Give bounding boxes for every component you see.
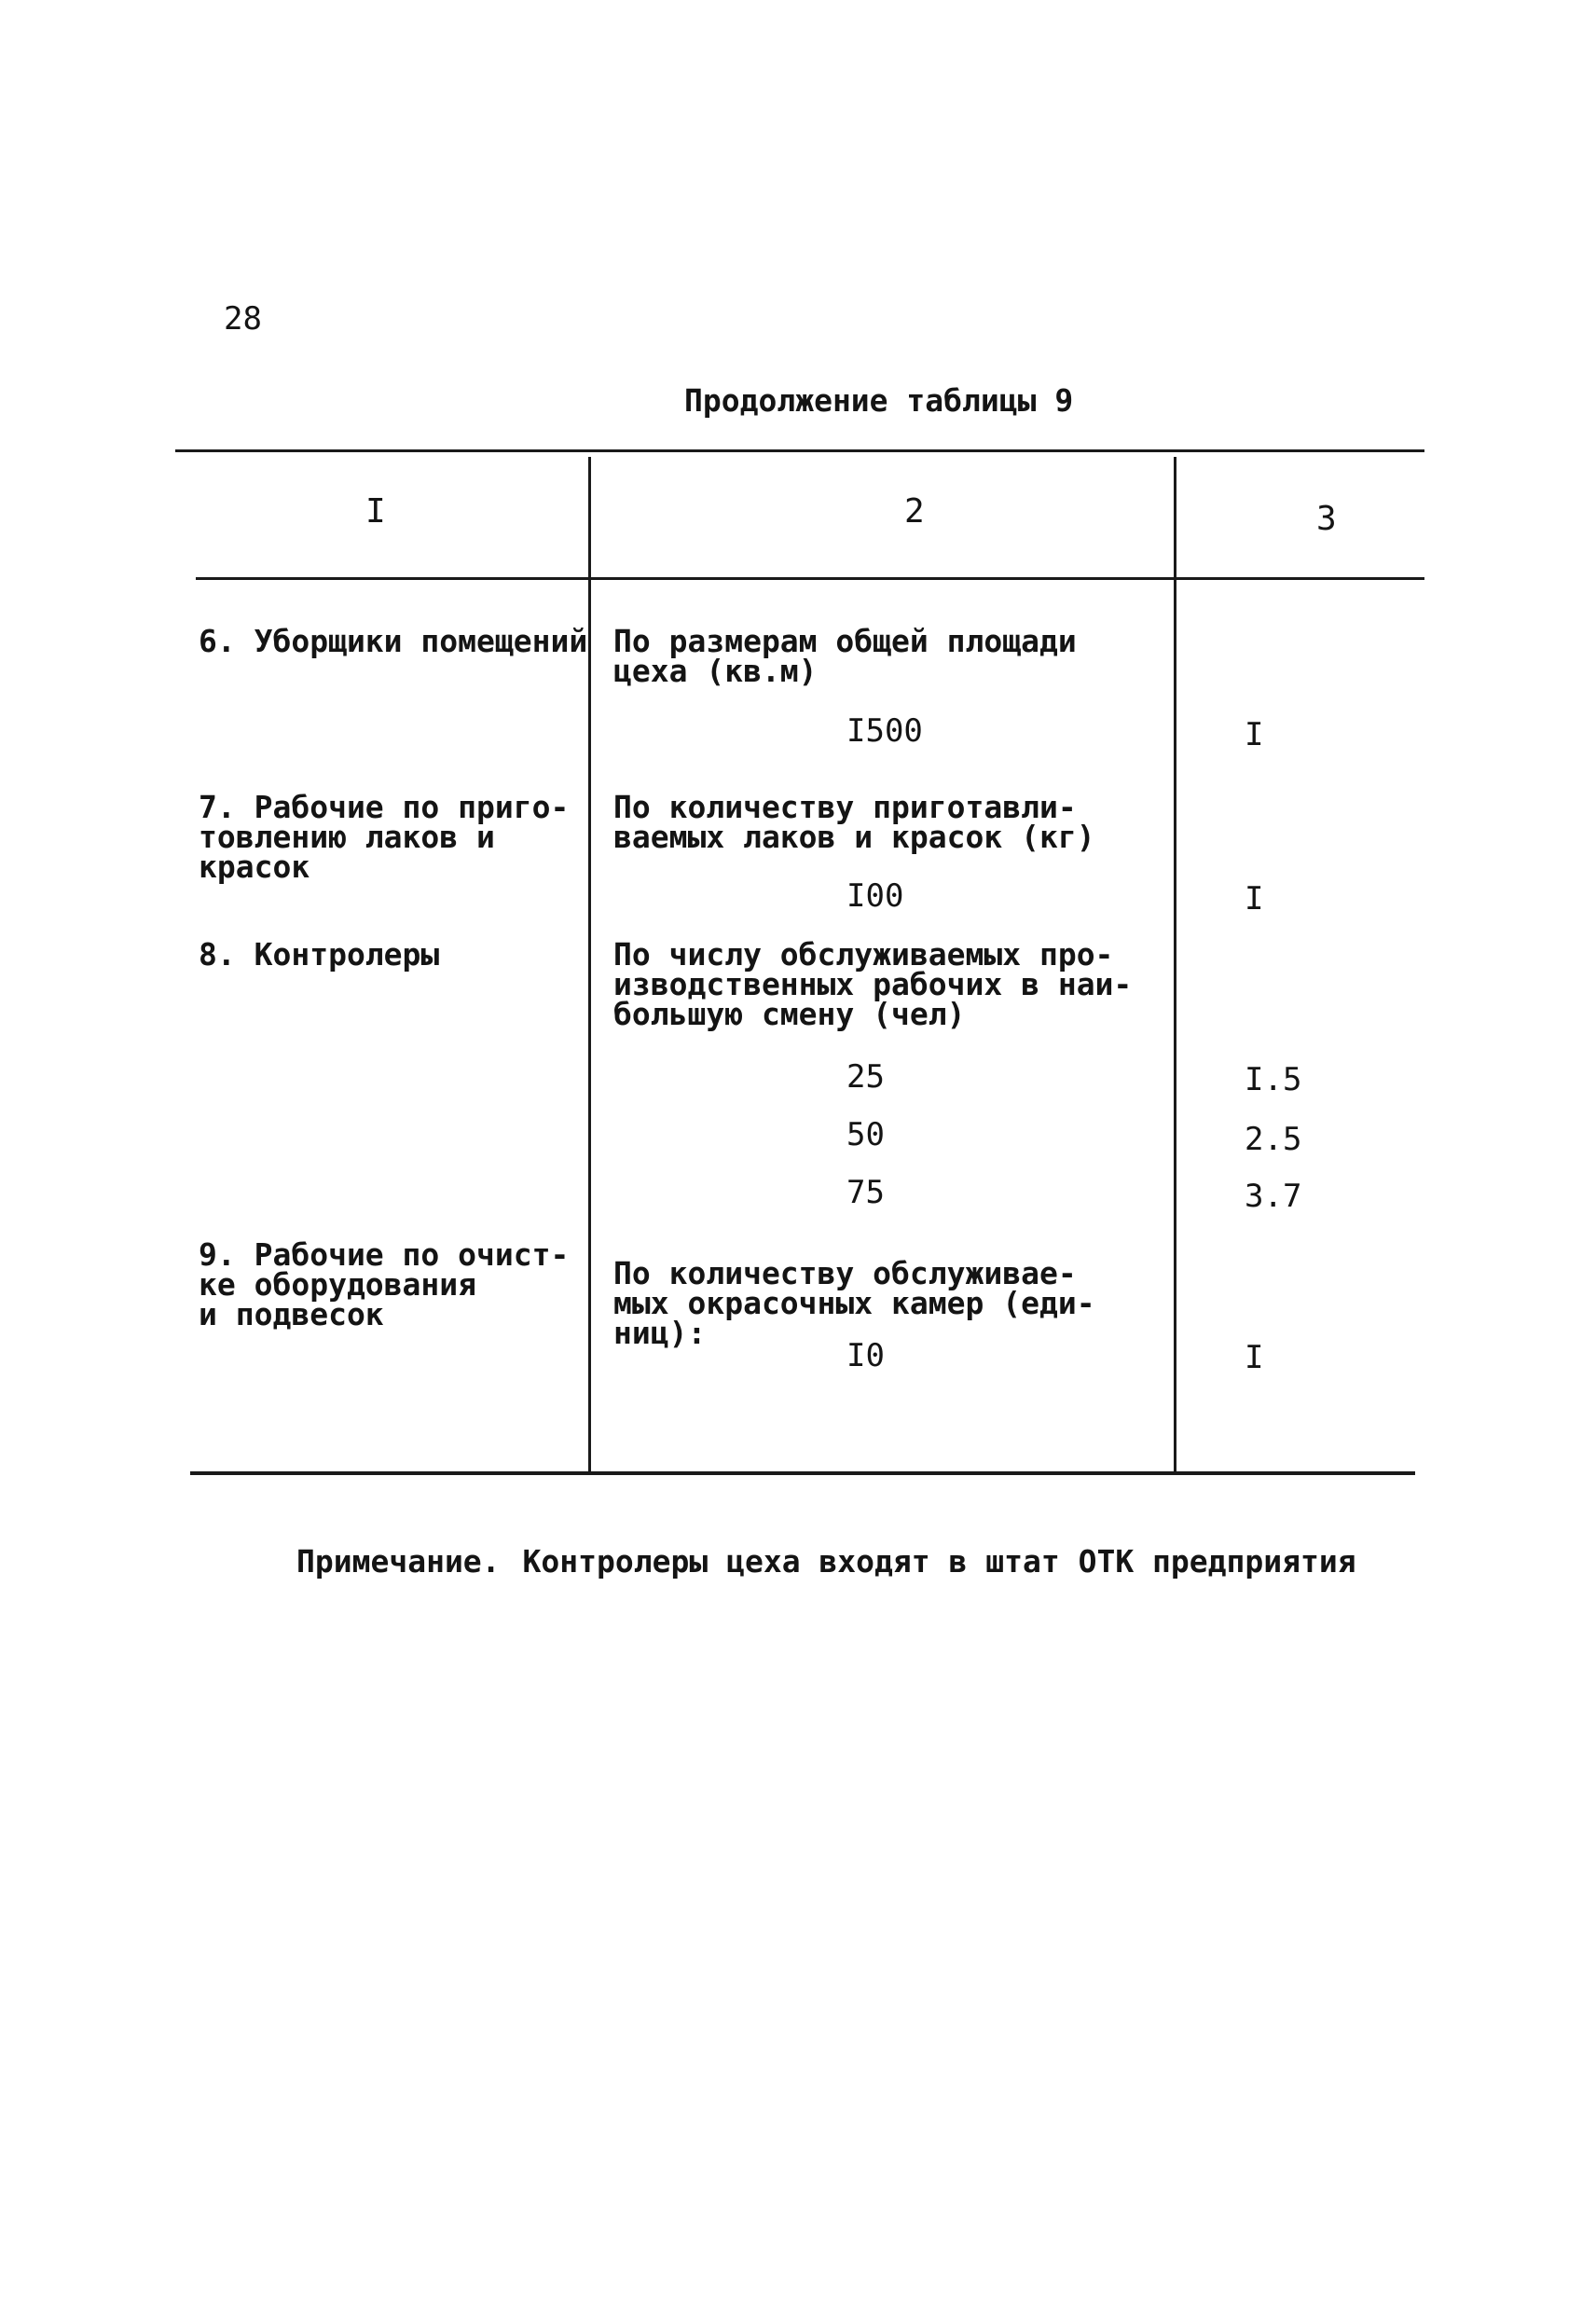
table-bottom-rule bbox=[190, 1471, 1415, 1475]
basis-value: 50 bbox=[846, 1116, 885, 1153]
basis-value: 75 bbox=[846, 1174, 885, 1211]
row-criterion: По числу обслуживаемых про- изводственных рабочих в наи- большую смену (чел) bbox=[613, 936, 1133, 1032]
column-header-1: I bbox=[365, 492, 386, 531]
column-header-3: 3 bbox=[1316, 500, 1337, 538]
table-caption: Продолжение таблицы 9 bbox=[684, 382, 1074, 419]
table-top-rule bbox=[175, 449, 1424, 452]
note-text: Контролеры цеха входят в штат ОТК предприятия bbox=[522, 1543, 1356, 1580]
row-item-label: 7. Рабочие по приго- товлению лаков и красок bbox=[199, 789, 570, 885]
note-label: Примечание. bbox=[296, 1543, 501, 1580]
row-criterion: По количеству обслуживае- мых окрасочных камер (еди- ниц): bbox=[613, 1255, 1095, 1351]
basis-value: 25 bbox=[846, 1058, 885, 1096]
column-divider-1 bbox=[588, 457, 591, 1471]
basis-value: I500 bbox=[846, 712, 923, 750]
column-divider-2 bbox=[1174, 457, 1176, 1471]
staff-count: I.5 bbox=[1245, 1061, 1302, 1098]
staff-count: I bbox=[1245, 716, 1264, 753]
staff-count: 3.7 bbox=[1245, 1178, 1302, 1215]
row-item-label: 9. Рабочие по очист- ке оборудования и подвесок bbox=[199, 1236, 570, 1332]
header-bottom-rule bbox=[196, 577, 1424, 580]
basis-value: I0 bbox=[846, 1337, 885, 1374]
row-criterion: По количеству приготавли- ваемых лаков и красок (кг) bbox=[613, 789, 1095, 855]
page-number: 28 bbox=[224, 300, 262, 338]
table-note bbox=[296, 1543, 1356, 1580]
staff-count: I bbox=[1245, 880, 1264, 918]
row-criterion: По размерам общей площади цеха (кв.м) bbox=[613, 623, 1077, 689]
staff-count: 2.5 bbox=[1245, 1121, 1302, 1158]
row-item-label: 6. Уборщики помещений bbox=[199, 623, 588, 659]
column-header-2: 2 bbox=[904, 492, 925, 531]
row-item-label: 8. Контролеры bbox=[199, 936, 440, 973]
staff-count: I bbox=[1245, 1339, 1264, 1376]
basis-value: I00 bbox=[846, 877, 904, 915]
